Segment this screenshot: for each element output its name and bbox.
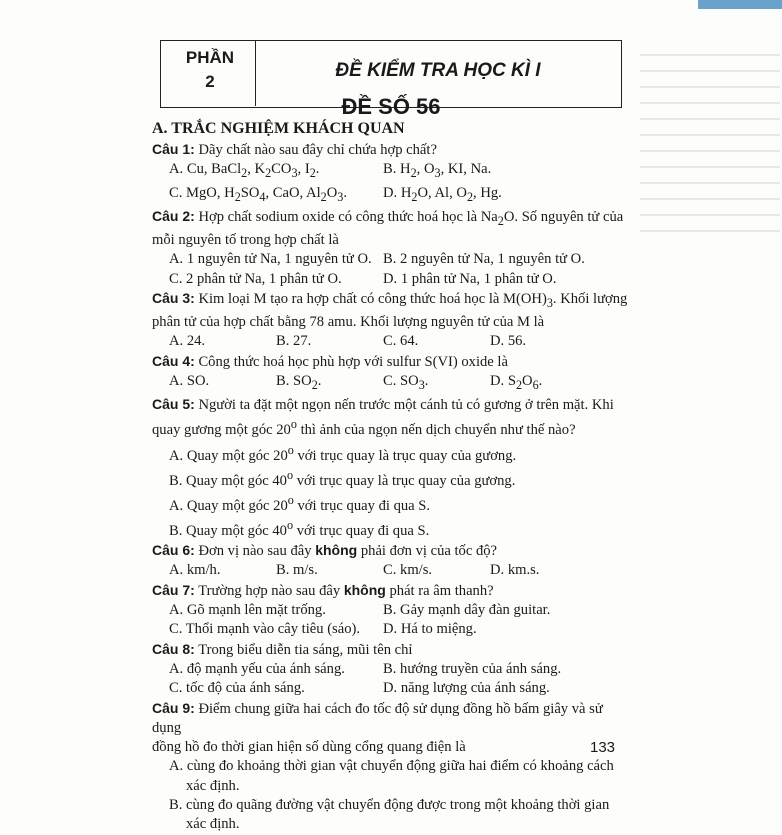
q5-line2: [152, 415, 632, 440]
question-3: Câu 3: Kim loại M tạo ra hợp chất có công thức hoá học là $M(OH)_3$. Khối lượng: [152, 289, 628, 310]
q5-label: Câu 5:: [152, 396, 195, 413]
q1-option-c: C. MgO, $H_2SO_4$, CaO, $Al_2O_3$.: [169, 184, 347, 204]
q5-a1: A. Quay một góc 20: [169, 447, 288, 464]
q2-line1b: O. Số nguyên tử của: [503, 208, 624, 225]
q5-a2: với trục quay là trục quay của gương.: [293, 447, 517, 464]
q9-line1: Điểm chung giữa hai cách đo tốc độ sử dụng đồng hồ bấm giây và sử dụng: [152, 700, 603, 736]
question-2: Câu 2: Hợp chất sodium oxide có công thức hoá học là $Na_2O$. Số nguyên tử của: [152, 207, 624, 228]
q9-option-b-cont: xác định.: [186, 816, 240, 833]
q2-option-d: D. 1 phân tử Na, 1 phân tử O.: [383, 270, 557, 287]
q3-option-d: D. 56.: [490, 333, 527, 350]
q4-option-a: A. SO.: [169, 372, 210, 389]
q1-label: Câu 1:: [152, 141, 195, 157]
q7-option-a: A. Gõ mạnh lên mặt trống.: [169, 602, 326, 619]
q6-option-b: B. m/s.: [276, 562, 318, 579]
q7-option-b: B. Gảy mạnh dây đàn guitar.: [383, 602, 551, 619]
q2-option-c: C. 2 phân tử Na, 1 phân tử O.: [169, 270, 342, 287]
degree-sup: o: [286, 518, 294, 533]
degree-sup: o: [287, 442, 294, 457]
q3-line1b: . Khối lượng: [552, 290, 628, 307]
q8-option-b: B. hướng truyền của ánh sáng.: [383, 660, 562, 677]
degree-sup: o: [287, 492, 294, 507]
q8-text: Trong biểu diễn tia sáng, mũi tên chỉ: [198, 641, 413, 658]
q1-options-row2: [152, 184, 632, 207]
q8-label: Câu 8:: [152, 640, 195, 657]
part-number: 2: [205, 72, 215, 91]
q5-line2b: thì ảnh của ngọn nến dịch chuyển như thế nào?: [296, 422, 576, 439]
q1-option-a: A. Cu, BaCl$_2$, $K_2CO_3$, $I_2$.: [169, 161, 320, 181]
question-5: [152, 395, 632, 415]
q2-option-b: B. 2 nguyên tử Na, 1 nguyên tử O.: [383, 251, 585, 268]
q7-options-row1: [152, 601, 632, 620]
q7-options-row2: [152, 620, 632, 639]
q8-option-c: C. tốc độ của ánh sáng.: [169, 680, 305, 697]
q3-option-a: A. 24.: [169, 333, 206, 350]
q5-d2: với trục quay đi qua S.: [293, 522, 430, 539]
q3-line2: phân tử của hợp chất bằng 78 amu. Khối lượng nguyên tử của M là: [152, 314, 545, 330]
q5-option-a: [152, 441, 632, 466]
q4-option-b: B. $SO_2$.: [276, 372, 322, 392]
q2-line2: mỗi nguyên tố trong hợp chất là: [152, 231, 339, 248]
question-4: [152, 352, 632, 372]
q7-text-a: Trường hợp nào sau đây: [198, 582, 344, 599]
q3-option-b: B. 27.: [276, 333, 312, 350]
q8-options-row1: [152, 660, 632, 679]
q3-line1: Kim loại M tạo ra hợp chất có công thức hoá học là M(OH): [198, 290, 547, 307]
q2-option-a: A. 1 nguyên tử Na, 1 nguyên tử O.: [169, 251, 372, 268]
section-title: A. TRẮC NGHIỆM KHÁCH QUAN: [152, 120, 405, 137]
q5-b2: với trục quay là trục quay của gương.: [293, 472, 516, 489]
q1-options-row1: [152, 160, 632, 183]
q7-option-c: C. Thổi mạnh vào cây tiêu (sáo).: [169, 621, 361, 638]
q6-option-c: C. km/s.: [383, 562, 433, 579]
degree-sup: o: [290, 417, 297, 432]
q2-options-row2: [152, 270, 632, 289]
corner-tab: [698, 0, 782, 9]
q9-option-a-cont: xác định.: [186, 777, 240, 794]
q6-bold: không: [315, 542, 358, 559]
q5-line1: Người ta đặt một ngọn nến trước một cánh tủ có gương ở trên mặt. Khi: [198, 397, 614, 414]
exam-title: ĐỀ KIỂM TRA HỌC KÌ I: [335, 60, 541, 81]
question-6: [152, 541, 632, 561]
q3-label: Câu 3:: [152, 289, 195, 306]
question-7: [152, 581, 632, 601]
q6-label: Câu 6:: [152, 542, 195, 559]
q7-option-d: D. Há to miệng.: [383, 621, 477, 638]
question-1: [152, 140, 632, 160]
q9-option-a: A. cùng đo khoảng thời gian vật chuyển động giữa hai điểm có khoảng cách: [169, 758, 614, 775]
q2-line1: Hợp chất sodium oxide có công thức hoá học là Na: [198, 208, 498, 225]
q5-line2a: quay gương một góc 20: [152, 422, 291, 439]
q8-options-row2: [152, 679, 632, 698]
part-label: [170, 46, 250, 94]
q7-label: Câu 7:: [152, 581, 195, 598]
part-word: PHẦN: [185, 48, 235, 67]
q9-line2: đồng hồ đo thời gian hiện số dùng cổng quang điện là: [152, 739, 466, 756]
q6-option-a: A. km/h.: [169, 562, 221, 579]
q4-text: Công thức hoá học phù hợp với sulfur S(VI) oxide là: [198, 353, 508, 370]
q2-options-row1: [152, 250, 632, 269]
q4-option-d: D. $S_2O_6$.: [490, 372, 543, 392]
q8-option-a: A. độ mạnh yếu của ánh sáng.: [169, 660, 345, 677]
page-number: 133: [590, 739, 616, 756]
q9-option-b: B. cùng đo quãng đường vật chuyển động được trong một khoảng thời gian: [169, 797, 610, 814]
q7-bold: không: [343, 581, 386, 598]
q3-options: [152, 332, 632, 351]
q5-c1: A. Quay một góc 20: [169, 497, 288, 514]
questions: [152, 140, 632, 835]
q6-options: [152, 561, 632, 580]
q7-text-b: phát ra âm thanh?: [385, 582, 494, 599]
question-8: [152, 640, 632, 660]
q6-text-b: phải đơn vị của tốc độ?: [357, 543, 498, 560]
q5-option-c: [152, 491, 632, 516]
degree-sup: o: [286, 467, 294, 482]
q9-label: Câu 9:: [152, 699, 195, 716]
q2-label: Câu 2:: [152, 207, 195, 224]
exam-number: ĐỀ SỐ 56: [341, 94, 441, 119]
q1-option-d: D. $H_2O$, Al, $O_2$, Hg.: [383, 184, 502, 204]
q5-option-d: [152, 516, 632, 541]
q4-options: [152, 372, 632, 395]
q3-option-c: C. 64.: [383, 333, 419, 350]
q5-c2: với trục quay đi qua S.: [293, 497, 431, 514]
q1-option-b: B. $H_2$, $O_3$, KI, Na.: [383, 161, 492, 181]
q5-option-b: [152, 466, 632, 491]
q8-option-d: D. năng lượng của ánh sáng.: [383, 680, 550, 697]
q5-b1: B. Quay một góc 40: [169, 472, 287, 489]
q5-d1: B. Quay một góc 40: [169, 522, 287, 539]
q1-text: Dãy chất nào sau đây chỉ chứa hợp chất?: [198, 142, 437, 158]
question-9: [152, 699, 632, 739]
q6-option-d: D. km.s.: [490, 562, 540, 579]
q4-option-c: C. $SO_3$.: [383, 372, 429, 392]
q6-text-a: Đơn vị nào sau đây: [198, 543, 316, 560]
q4-label: Câu 4:: [152, 352, 195, 369]
